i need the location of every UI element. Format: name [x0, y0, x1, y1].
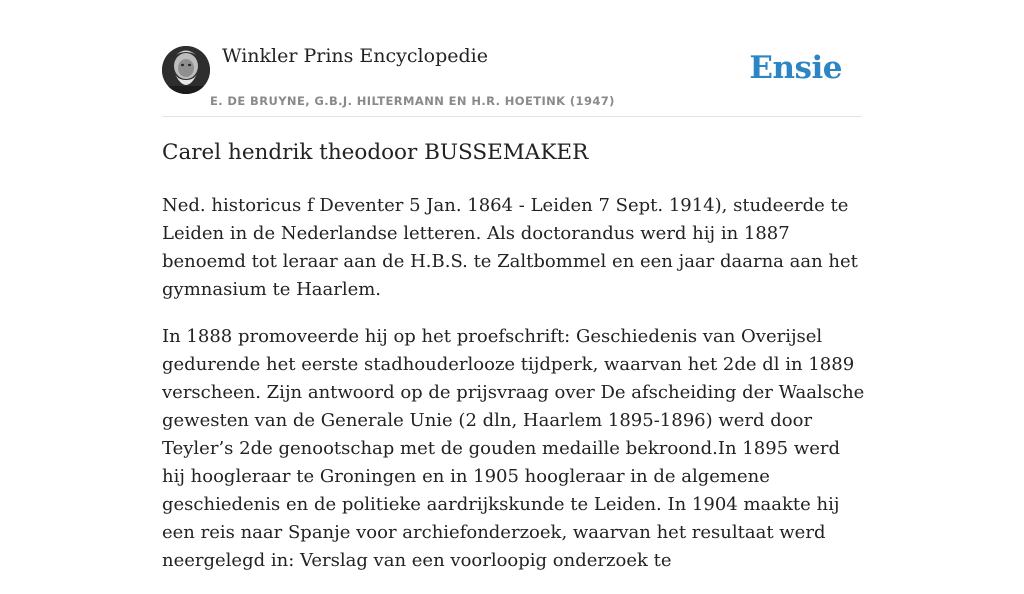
ensie-logo[interactable]: Ensie	[749, 50, 842, 86]
paragraph: Ned. historicus f Deventer 5 Jan. 1864 - Leiden 7 Sept. 1914), studeerde te Leiden in de Nederlandse letteren. Als doctorandus werd hij in 1887 benoemd tot leraar aan de H.B.S. te Zaltbommel en een jaar daarna aan het gymnasium te Haarlem.	[162, 195, 858, 300]
source-title[interactable]: Winkler Prins Encyclopedie	[222, 45, 488, 67]
authors-byline: E. DE BRUYNE, G.B.J. HILTERMANN EN H.R. HOETINK (1947)	[210, 94, 615, 108]
page-container	[162, 0, 865, 571]
bearded-portrait-icon	[162, 46, 210, 94]
avatar[interactable]	[162, 46, 210, 94]
article-body	[162, 192, 867, 594]
paragraph: In 1888 promoveerde hij op het proefschrift: Geschiedenis van Overijsel gedurende het eerste stadhouderlooze tijdperk, waarvan het 2de dl in 1889 verscheen. Zijn antwoord op de prijsvraag over De afscheiding der Waalsche gewesten van de Generale Unie (2 dln, Haarlem 1895-1896) werd door Teyler’s 2de genootschap met de gouden medaille bekroond.In 1895 werd hij hoogleraar te Groningen en in 1905 hoogleraar in de algemene geschiedenis en de politieke aardrijkskunde te Leiden. In 1904 maakte hij een reis naar Spanje voor archiefonderzoek, waarvan het resultaat werd neergelegd in: Verslag van een voorloopig onderzoek te	[162, 326, 865, 571]
page-title: Carel hendrik theodoor BUSSEMAKER	[162, 140, 589, 165]
source-header	[162, 0, 862, 117]
